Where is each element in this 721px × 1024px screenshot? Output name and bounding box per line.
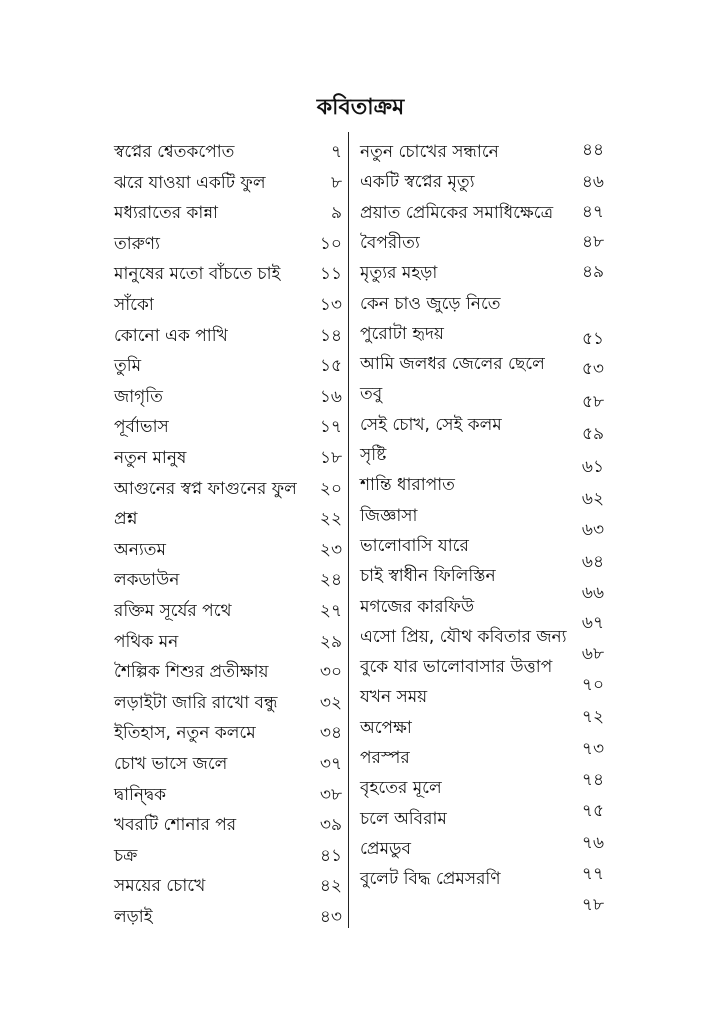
toc-entry-page: ৪৯ — [581, 262, 604, 282]
toc-entry-page: ৩৮ — [319, 785, 342, 805]
toc-entry-title: বুকে যার ভালোবাসার উত্তাপ — [360, 657, 553, 677]
toc-entry-title: আগুনের স্বপ্ন ফাগুনের ফুল — [114, 479, 297, 499]
toc-entry-page: ৩৪ — [319, 723, 342, 743]
toc-entry-page: ৩৯ — [319, 815, 342, 835]
toc-entry-title: মগজের কারফিউ — [360, 597, 475, 617]
toc-entry-page: ৭৪ — [581, 770, 604, 790]
toc-entry-title: সৃষ্টি — [360, 445, 387, 465]
toc-entry-page: ১৪ — [319, 326, 342, 346]
toc-entry-page: ৩৭ — [319, 754, 342, 774]
toc-entry-title: শান্তি ধারাপাত — [360, 475, 455, 495]
toc-entry-title: প্রশ্ন — [114, 509, 138, 529]
toc-entry-title: পথিক মন — [114, 632, 179, 652]
toc-entry-page: ৪২ — [319, 876, 342, 896]
toc-entry-page: ২৪ — [319, 570, 342, 590]
toc-entry-page: ৫৮ — [581, 392, 604, 412]
toc-entry-page: ৭৮ — [581, 895, 604, 915]
toc-entry-title: আমি জলধর জেলের ছেলে — [360, 354, 545, 374]
toc-entry-page: ৭২ — [581, 707, 604, 727]
toc-entry-title: ইতিহাস, নতুন কলমে — [114, 723, 256, 743]
toc-entry-page: ৬৬ — [581, 583, 604, 603]
toc-entry-page: ৪৬ — [581, 172, 604, 192]
toc-entry-title: পরস্পর — [360, 748, 410, 768]
toc-entry-page: ৫৩ — [581, 359, 604, 379]
toc-entry-title: সাঁকো — [114, 295, 154, 315]
toc-entry-title: এসো প্রিয়, যৌথ কবিতার জন্য — [360, 627, 567, 647]
toc-entry-title: স্বপ্নের শ্বেতকপোত — [114, 142, 235, 162]
column-divider — [348, 132, 349, 928]
toc-entry-page: ৯ — [330, 203, 342, 223]
toc-entry-title: সময়ের চোখে — [114, 876, 206, 896]
toc-entry-page: ২০ — [319, 479, 342, 499]
toc-entry-title: ভালোবাসি যারে — [360, 536, 469, 556]
toc-entry-title: লড়াই — [114, 907, 153, 927]
toc-entry-title: শৈল্পিক শিশুর প্রতীক্ষায় — [114, 662, 269, 682]
toc-entry-page: ৪৭ — [581, 202, 604, 222]
toc-entry-page: ৬৮ — [581, 644, 604, 664]
toc-entry-title: মধ্যরাতের কান্না — [114, 203, 218, 223]
toc-entry-page: ২৭ — [319, 601, 342, 621]
toc-entry-title: নতুন মানুষ — [114, 448, 187, 468]
toc-entry-title: কেন চাও জুড়ে নিতে — [360, 294, 501, 314]
toc-entry-page: ১৫ — [319, 356, 342, 376]
toc-entry-title: লড়াইটা জারি রাখো বন্ধু — [114, 693, 278, 713]
toc-entry-page: ৭৫ — [581, 801, 604, 821]
toc-entry-title: পূর্বাভাস — [114, 417, 169, 437]
toc-entry-title: চলে অবিরাম — [360, 809, 447, 829]
toc-entry-page: ১৮ — [319, 448, 342, 468]
toc-entry-title: মৃত্যুর মহড়া — [360, 263, 438, 283]
toc-entry-title: সেই চোখ, সেই কলম — [360, 415, 502, 435]
toc-entry-page: ৪৩ — [319, 907, 342, 927]
toc-entry-title: চোখ ভাসে জলে — [114, 754, 228, 774]
toc-entry-title: প্রেমডুব — [360, 839, 412, 859]
toc-entry-page: ১১ — [319, 264, 342, 284]
toc-entry-title: রক্তিম সূর্যের পথে — [114, 601, 232, 621]
toc-entry-title: পুরোটা হৃদয় — [360, 324, 444, 344]
toc-entry-title: প্রয়াত প্রেমিকের সমাধিক্ষেত্রে — [360, 203, 554, 223]
toc-entry-page: ৭ — [330, 142, 342, 162]
toc-entry-title: অন্যতম — [114, 540, 166, 560]
toc-entry-page: ৬৩ — [581, 520, 604, 540]
toc-entry-page: ৬২ — [581, 489, 604, 509]
toc-entry-page: ২৯ — [319, 632, 342, 652]
toc-entry-title: তুমি — [114, 356, 142, 376]
toc-entry-title: যখন সময় — [360, 687, 428, 707]
toc-entry-title: তারুণ্য — [114, 234, 160, 254]
toc-entry-page: ৩২ — [319, 693, 342, 713]
toc-entry-title: অপেক্ষা — [360, 718, 412, 738]
toc-entry-title: লকডাউন — [114, 570, 180, 590]
toc-entry-title: জিজ্ঞাসা — [360, 506, 418, 526]
toc-entry-page: ১৩ — [319, 295, 342, 315]
toc-entry-title: বৈপরীত্য — [360, 233, 420, 253]
toc-entry-page: ৭৭ — [581, 864, 604, 884]
toc-entry-title: ঝরে যাওয়া একটি ফুল — [114, 173, 266, 193]
toc-entry-page: ৮ — [330, 173, 342, 193]
toc-entry-title: দ্বান্দ্বিক — [114, 785, 167, 805]
toc-entry-page: ৪১ — [319, 846, 342, 866]
toc-entry-title: একটি স্বপ্নের মৃত্যু — [360, 172, 475, 192]
toc-entry-page: ১০ — [319, 234, 342, 254]
toc-entry-title: কোনো এক পাখি — [114, 326, 228, 346]
toc-entry-page: ৫১ — [581, 329, 604, 349]
toc-entry-page: ৪৮ — [581, 232, 604, 252]
toc-entry-page: ৭০ — [581, 675, 604, 695]
toc-entry-title: বুলেট বিদ্ধ প্রেমসরণি — [360, 869, 501, 889]
toc-entry-page: ২৩ — [319, 540, 342, 560]
toc-entry-page: ৭৩ — [581, 739, 604, 759]
toc-entry-title: খবরটি শোনার পর — [114, 815, 237, 835]
toc-entry-title: মানুষের মতো বাঁচতে চাই — [114, 264, 281, 284]
toc-entry-page: ৩০ — [319, 662, 342, 682]
toc-entry-page: ৬৭ — [581, 613, 604, 633]
toc-entry-page: ৬১ — [581, 457, 604, 477]
toc-entry-page: ১৬ — [319, 387, 342, 407]
toc-entry-page: ৬৪ — [581, 552, 604, 572]
toc-entry-title: চক্র — [114, 846, 138, 866]
toc-entry-page: ৭৬ — [581, 833, 604, 853]
page-title: কবিতাক্রম — [316, 95, 405, 120]
toc-entry-page: ১৭ — [319, 417, 342, 437]
toc-entry-title: জাগৃতি — [114, 387, 163, 407]
toc-entry-title: তবু — [360, 384, 383, 404]
toc-entry-title: চাই স্বাধীন ফিলিস্তিন — [360, 566, 496, 586]
toc-entry-page: ৫৯ — [581, 424, 604, 444]
toc-entry-page: ২২ — [319, 509, 342, 529]
toc-entry-title: বৃহতের মূলে — [360, 778, 442, 798]
toc-entry-page: ৪৪ — [581, 140, 604, 160]
toc-entry-title: নতুন চোখের সন্ধানে — [360, 142, 499, 162]
